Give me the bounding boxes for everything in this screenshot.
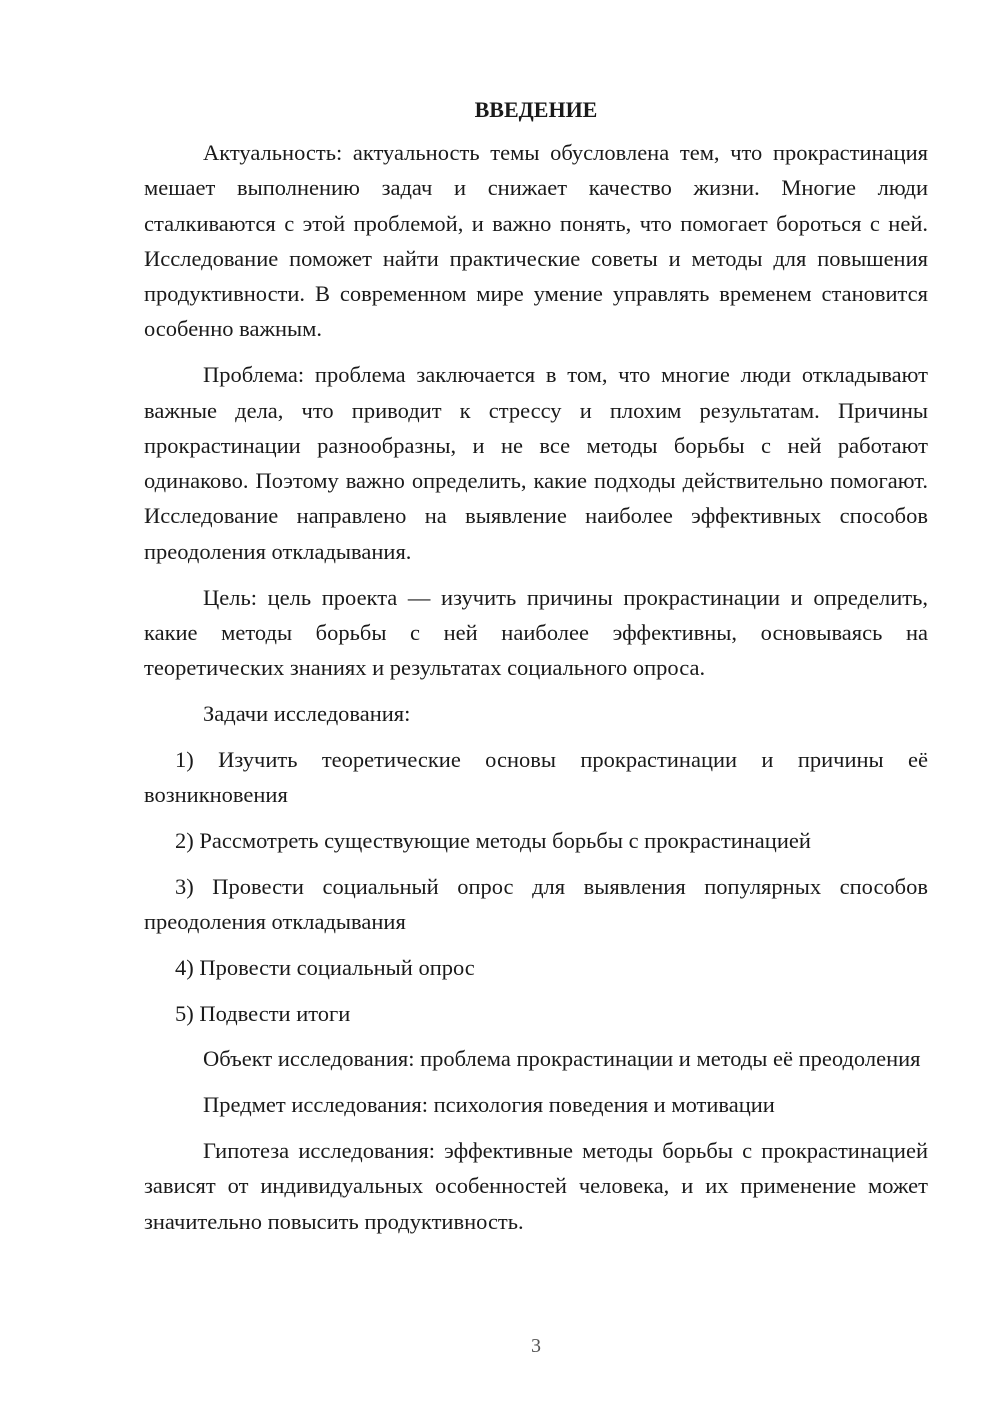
page-number: 3 [531, 1335, 541, 1357]
subject-paragraph: Предмет исследования: психология поведения и мотивации [203, 1092, 775, 1118]
relevance-paragraph: Актуальность: актуальность темы обусловлена тем, что прокрастинация мешает выполнению задач и снижает качество жизни. Многие люди сталкиваются с этой проблемой, и важно понять, что помогает бороться с ней. Исследование поможет найти практические советы и методы для повышения продуктивности. В современном мире умение управлять временем становится особенно важным. [144, 140, 928, 342]
task-item: 1) Изучить теоретические основы прокрастинации и причины её возникновения [144, 746, 928, 808]
task-item: 2) Рассмотреть существующие методы борьбы с прокрастинацией [175, 827, 811, 853]
hypothesis-paragraph: Гипотеза исследования: эффективные методы борьбы с прокрастинацией зависят от индивидуальных особенностей человека, и их применение может значительно повысить продуктивность. [144, 1137, 928, 1234]
task-item: 3) Провести социальный опрос для выявления популярных способов преодоления откладывания [144, 873, 928, 934]
page-content [144, 95, 928, 1239]
task-item: 5) Подвести итоги [175, 1000, 351, 1026]
goal-paragraph: Цель: цель проекта — изучить причины прокрастинации и определить, какие методы борьбы с ней наиболее эффективны, основываясь на теоретических знаниях и результатах социального опроса. [144, 584, 928, 681]
section-title: ВВЕДЕНИЕ [474, 97, 598, 122]
task-item: 4) Провести социальный опрос [175, 954, 475, 980]
object-paragraph: Объект исследования: проблема прокрастинации и методы её преодоления [203, 1046, 921, 1072]
problem-paragraph: Проблема: проблема заключается в том, что многие люди откладывают важные дела, что приводит к стрессу и плохим результатам. Причины прокрастинации разнообразны, и не все методы борьбы с ней работают одинаково. Поэтому важно определить, какие подходы действительно помогают. Исследование направлено на выявление наиболее эффективных способов преодоления откладывания. [144, 362, 928, 564]
tasks-heading: Задачи исследования: [203, 700, 411, 726]
